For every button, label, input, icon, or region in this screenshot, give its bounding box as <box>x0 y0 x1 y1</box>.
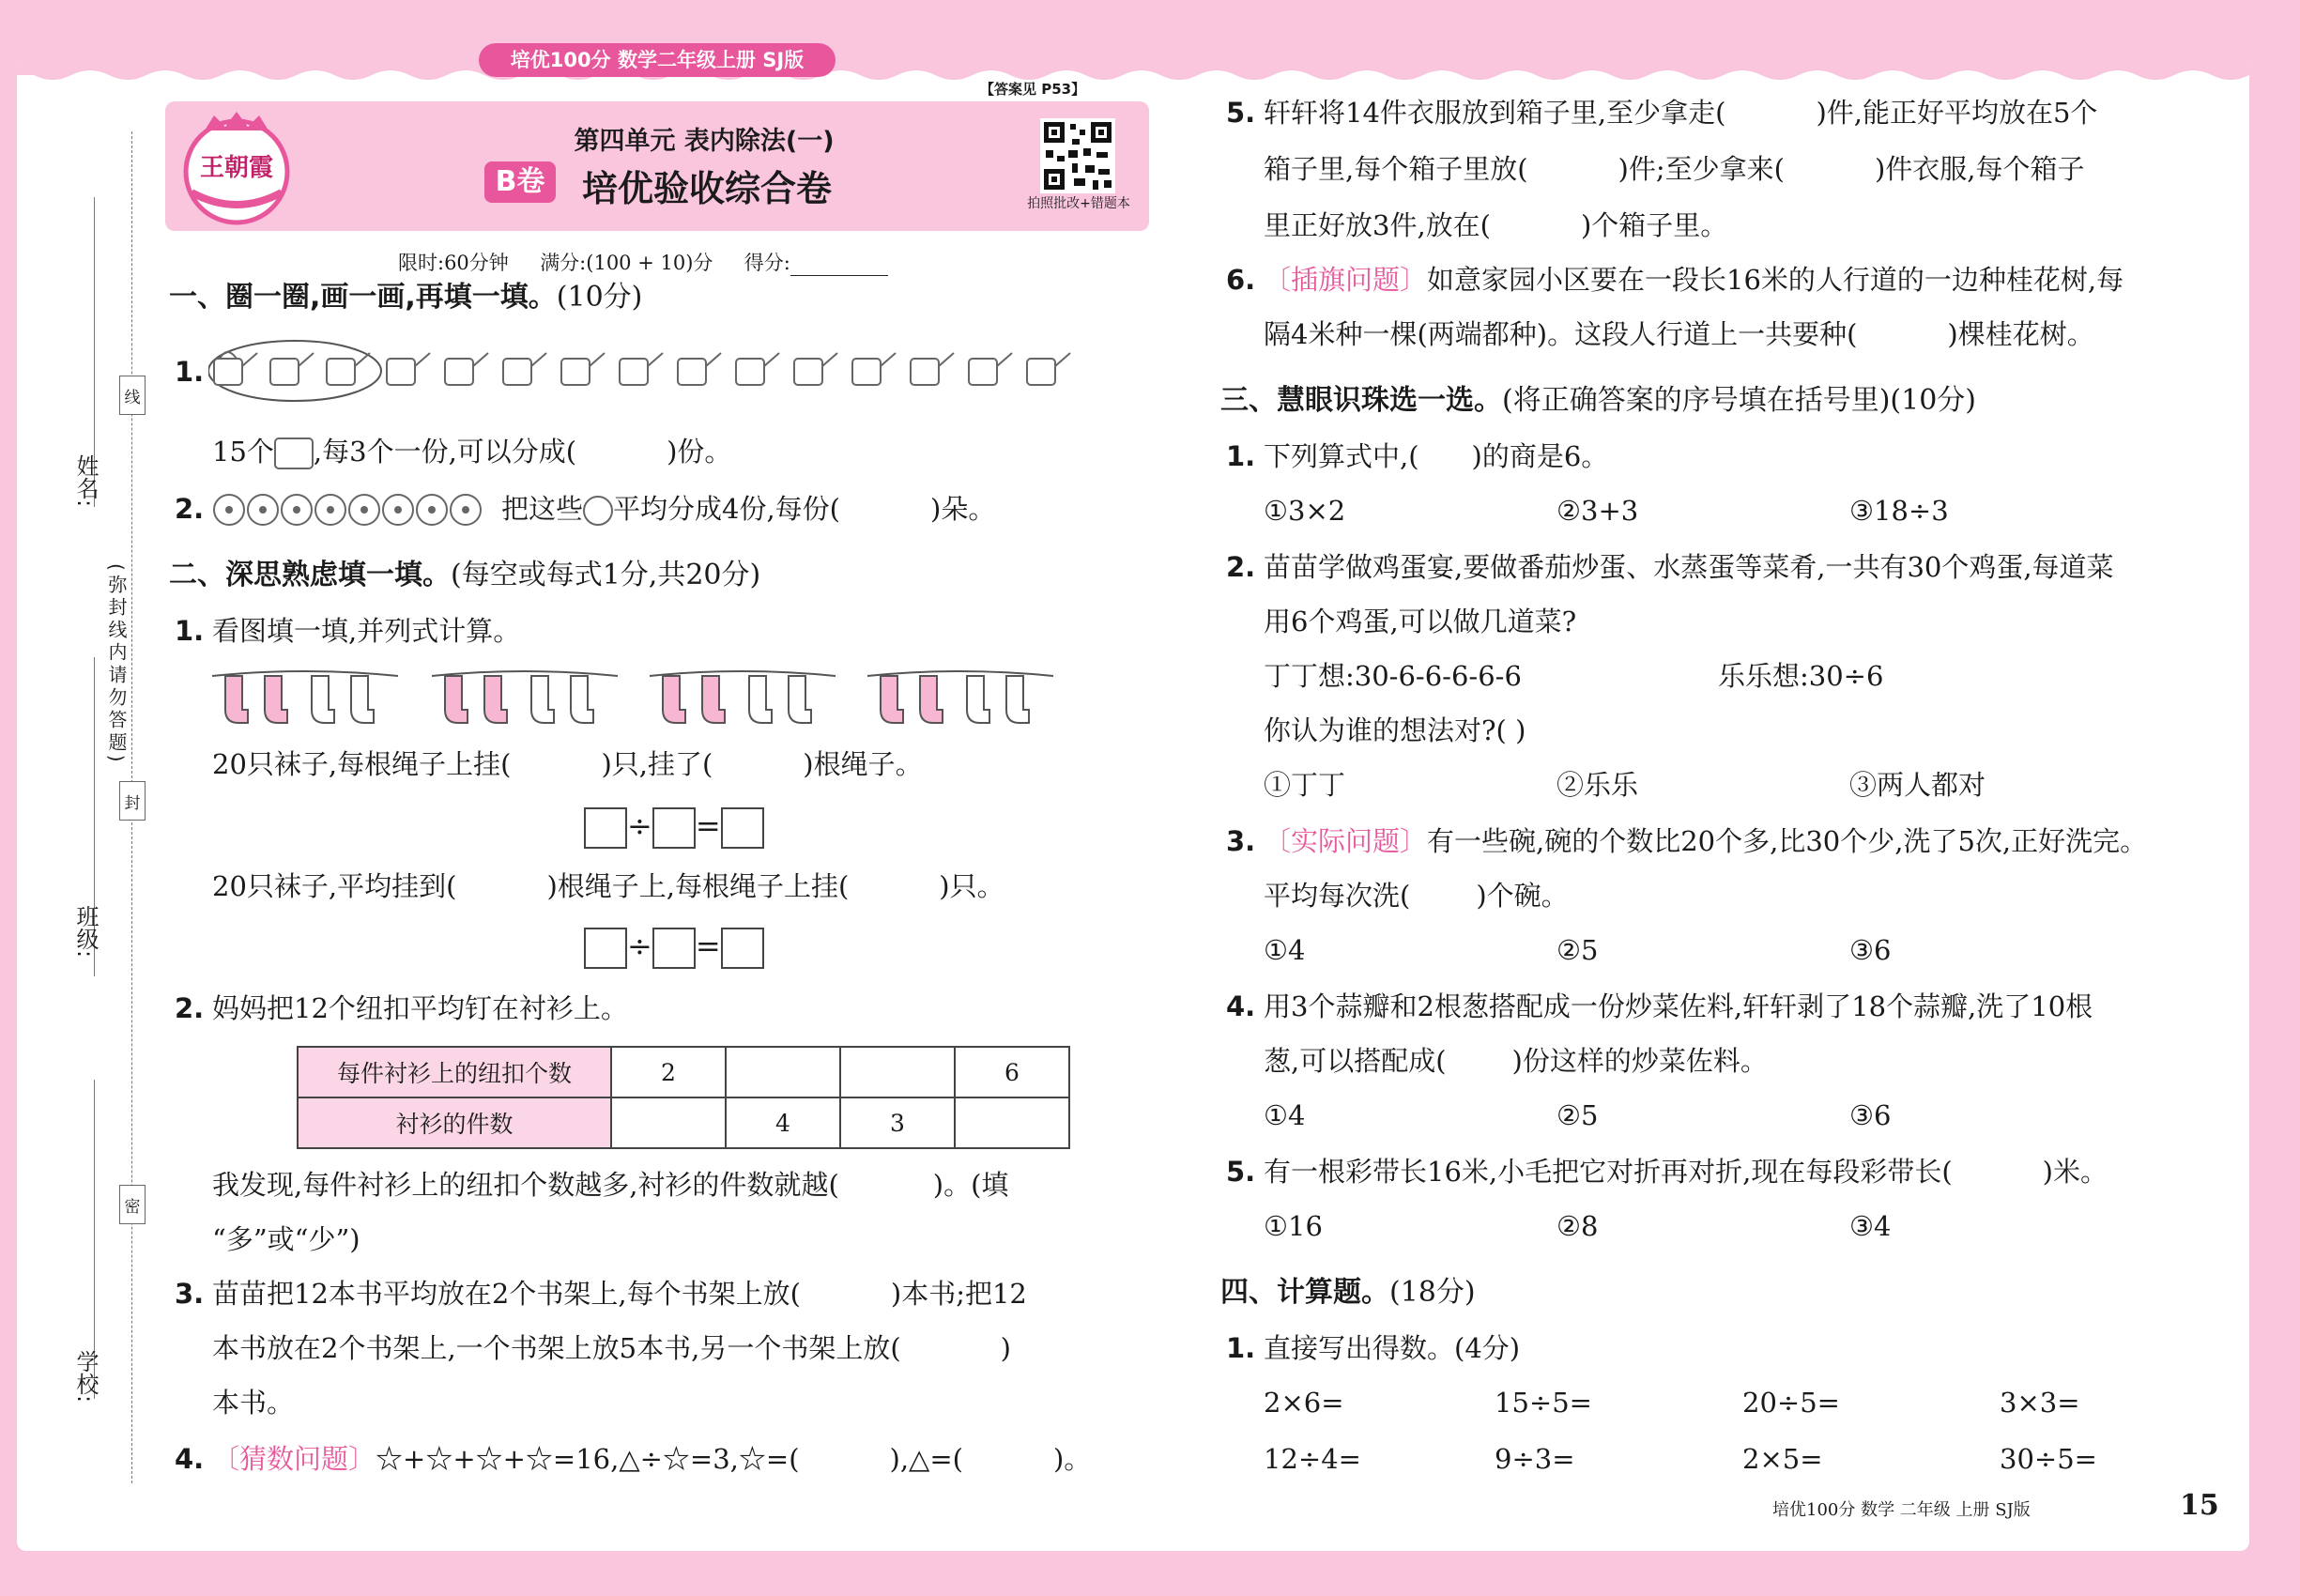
name-label: 姓名: <box>72 454 99 508</box>
option[interactable]: ①3×2 <box>1264 495 1346 527</box>
s3-q1-text: 下列算式中,( )的商是6。 <box>1264 440 1609 472</box>
s4-q1-number: 1. <box>1226 1332 1256 1364</box>
s2-q3-line1: 苗苗把12本书平均放在2个书架上,每个书架上放( )本书;把12 <box>212 1278 1027 1310</box>
paper-badge: B卷 <box>484 161 556 203</box>
option[interactable]: ②3+3 <box>1556 495 1639 527</box>
s3-q2-line2: 用6个鸡蛋,可以做几道菜? <box>1264 606 1577 637</box>
watering-can-row <box>208 338 1110 404</box>
s3-q2-thoughts: 丁丁想:30-6-6-6-6-6 乐乐想:30÷6 <box>1264 660 1884 692</box>
top-wave-border <box>17 58 2249 96</box>
flower-icon <box>583 496 613 526</box>
logo-text: 王朝霞 <box>199 154 273 182</box>
calc-item[interactable]: 2×6= <box>1264 1387 1344 1419</box>
s2-q1-number: 1. <box>175 615 205 647</box>
equation-box[interactable] <box>652 928 696 969</box>
s4-q1-row1 <box>1264 1389 2080 1417</box>
paper-title: 培优验收综合卷 <box>582 168 833 209</box>
equation-box[interactable] <box>652 807 696 849</box>
s3-q1-options <box>1264 495 1949 527</box>
s2-q5-line1: 轩轩将14件衣服放到箱子里,至少拿走( )件,能正好平均放在5个 <box>1264 97 2098 129</box>
option[interactable]: ①16 <box>1264 1210 1323 1242</box>
table-cell[interactable]: 2 <box>611 1047 726 1097</box>
footer-series: 培优100分 数学 二年级 上册 SJ版 <box>1772 1500 2031 1520</box>
calc-item[interactable]: 20÷5= <box>1742 1387 1840 1419</box>
question-tag: 〔猜数问题〕 <box>212 1443 376 1475</box>
s2-q5-line3: 里正好放3件,放在( )个箱子里。 <box>1264 209 1728 241</box>
answer-reference: 【答案见 P53】 <box>980 81 1086 98</box>
s2-q1-line1: 20只袜子,每根绳子上挂( )只,挂了( )根绳子。 <box>212 748 923 780</box>
calc-item[interactable]: 2×5= <box>1742 1443 1823 1475</box>
exam-meta <box>398 248 888 276</box>
s3-q4-number: 4. <box>1226 990 1256 1022</box>
seal-mark-seal: 封 <box>119 781 146 821</box>
option[interactable]: ①4 <box>1264 934 1306 966</box>
s2-q3-number: 3. <box>175 1278 205 1310</box>
school-label: 学校: <box>72 1350 99 1404</box>
table-header: 每件衬衫上的纽扣个数 <box>298 1047 611 1097</box>
qr-caption: 拍照批改+错题本 <box>1027 196 1130 211</box>
s2-q1-equation-2[interactable]: ÷ = <box>584 928 764 969</box>
s2-q5-number: 5. <box>1226 97 1256 129</box>
s1-q1-number: 1. <box>175 356 205 388</box>
table-header: 衬衫的件数 <box>298 1097 611 1148</box>
s3-q2-options <box>1264 769 1986 801</box>
s2-q2-finding: 我发现,每件衬衫上的纽扣个数越多,衬衫的件数就越( )。(填 <box>212 1169 1009 1201</box>
s1-q2-text: 把这些 平均分成4份,每份( )朵。 <box>501 493 996 525</box>
full-score: 满分:(100 + 10)分 <box>540 252 713 274</box>
section-1-title: 一、圈一圈,画一画,再填一填。(10分) <box>169 281 643 314</box>
socks-illustration <box>210 665 1055 740</box>
class-label: 班级: <box>72 905 99 959</box>
s2-q3-line3: 本书。 <box>212 1387 295 1419</box>
series-tab: 培优100分 数学二年级上册 SJ版 <box>479 43 836 77</box>
score-label: 得分: <box>744 252 790 274</box>
s2-q3-line2: 本书放在2个书架上,一个书架上放5本书,另一个书架上放( ) <box>212 1332 1011 1364</box>
equation-box[interactable] <box>721 928 764 969</box>
s3-q4-options <box>1264 1099 1892 1131</box>
table-cell[interactable]: 4 <box>726 1097 840 1148</box>
s3-q2-line1: 苗苗学做鸡蛋宴,要做番茄炒蛋、水蒸蛋等菜肴,一共有30个鸡蛋,每道菜 <box>1264 551 2114 583</box>
s2-q6-number: 6. <box>1226 264 1256 296</box>
calc-item[interactable]: 15÷5= <box>1495 1387 1592 1419</box>
s2-q4-number: 4. <box>175 1443 205 1475</box>
table-cell[interactable]: 6 <box>955 1047 1069 1097</box>
section-4-title: 四、计算题。(18分) <box>1220 1276 1476 1309</box>
page-number: 15 <box>2180 1489 2219 1522</box>
s2-q1-line2: 20只袜子,平均挂到( )根绳子上,每根绳子上挂( )只。 <box>212 870 1004 902</box>
option[interactable]: ③两人都对 <box>1849 769 1986 801</box>
table-cell[interactable] <box>840 1047 955 1097</box>
option[interactable]: ①丁丁 <box>1264 769 1346 801</box>
table-cell[interactable] <box>611 1097 726 1148</box>
flower-row <box>210 490 486 529</box>
s1-q2-number: 2. <box>175 493 205 525</box>
seal-mark-line: 线 <box>119 376 146 415</box>
calc-item[interactable]: 12÷4= <box>1264 1443 1361 1475</box>
question-tag: 〔插旗问题〕 <box>1264 264 1428 296</box>
option[interactable]: ③6 <box>1849 1099 1892 1131</box>
s2-q1-equation-1[interactable]: ÷ = <box>584 807 764 849</box>
seal-mark-tight: 密 <box>119 1185 146 1224</box>
section-2-title: 二、深思熟虑填一填。(每空或每式1分,共20分) <box>169 559 761 591</box>
unit-title: 第四单元 表内除法(一) <box>574 127 835 156</box>
s2-q6-line1: 〔插旗问题〕如意家园小区要在一段长16米的人行道的一边种桂花树,每 <box>1264 264 2124 296</box>
s3-q4-line2: 葱,可以搭配成( )份这样的炒菜佐料。 <box>1264 1045 1768 1077</box>
s3-q5-number: 5. <box>1226 1156 1256 1188</box>
score-blank[interactable] <box>790 256 888 276</box>
table-cell[interactable]: 3 <box>840 1097 955 1148</box>
s3-q3-line2: 平均每次洗( )个碗。 <box>1264 880 1569 912</box>
option[interactable]: ②乐乐 <box>1556 769 1639 801</box>
s3-q3-line1: 〔实际问题〕有一些碗,碗的个数比20个多,比30个少,洗了5次,正好洗完。 <box>1264 825 2148 857</box>
qr-code-icon[interactable] <box>1040 118 1115 193</box>
s2-q2-finding-hint: “多”或“少”) <box>212 1223 360 1255</box>
option[interactable]: ③18÷3 <box>1849 495 1949 527</box>
s2-q1-text: 看图填一填,并列式计算。 <box>212 615 521 647</box>
s4-q1-text: 直接写出得数。(4分) <box>1264 1332 1521 1364</box>
option[interactable]: ③4 <box>1849 1210 1892 1242</box>
s3-q2-ask: 你认为谁的想法对?( ) <box>1264 714 1526 746</box>
calc-item[interactable]: 30÷5= <box>2000 1443 2097 1475</box>
s3-q5-text: 有一根彩带长16米,小毛把它对折再对折,现在每段彩带长( )米。 <box>1264 1156 2108 1188</box>
option[interactable]: ②5 <box>1556 1099 1599 1131</box>
s3-q3-options <box>1264 934 1892 966</box>
s2-q2-number: 2. <box>175 992 205 1024</box>
s1-q1-text: 15个 ,每3个一份,可以分成( )份。 <box>212 436 732 468</box>
s3-q5-options <box>1264 1210 1892 1242</box>
watering-can-icon <box>274 437 314 469</box>
table-cell[interactable] <box>955 1097 1069 1148</box>
button-table <box>297 1046 1070 1149</box>
equation-box[interactable] <box>584 807 627 849</box>
s3-q2-number: 2. <box>1226 551 1256 583</box>
equation-box[interactable] <box>584 928 627 969</box>
s3-q3-number: 3. <box>1226 825 1256 857</box>
question-tag: 〔实际问题〕 <box>1264 825 1428 857</box>
option[interactable]: ①4 <box>1264 1099 1306 1131</box>
seal-notice: (弥封线内请勿答题) <box>105 563 128 766</box>
section-3-title: 三、慧眼识珠选一选。(将正确答案的序号填在括号里)(10分) <box>1220 384 1976 417</box>
s2-q2-text: 妈妈把12个纽扣平均钉在衬衫上。 <box>212 992 628 1024</box>
option[interactable]: ②8 <box>1556 1210 1599 1242</box>
option[interactable]: ③6 <box>1849 934 1892 966</box>
s4-q1-row2 <box>1264 1443 2097 1475</box>
equation-box[interactable] <box>721 807 764 849</box>
s2-q6-line2: 隔4米种一棵(两端都种)。这段人行道上一共要种( )棵桂花树。 <box>1264 318 2094 350</box>
table-cell[interactable] <box>726 1047 840 1097</box>
option[interactable]: ②5 <box>1556 934 1599 966</box>
calc-item[interactable]: 9÷3= <box>1495 1443 1575 1475</box>
s2-q4-text: 〔猜数问题〕☆+☆+☆+☆=16,△÷☆=3,☆=( ),△=( )。 <box>212 1443 1092 1475</box>
calc-item[interactable]: 3×3= <box>2000 1387 2080 1419</box>
s2-q5-line2: 箱子里,每个箱子里放( )件;至少拿来( )件衣服,每个箱子 <box>1264 153 2085 185</box>
time-limit: 限时:60分钟 <box>398 252 509 274</box>
s3-q1-number: 1. <box>1226 440 1256 472</box>
s3-q4-line1: 用3个蒜瓣和2根葱搭配成一份炒菜佐料,轩轩剥了18个蒜瓣,洗了10根 <box>1264 990 2093 1022</box>
